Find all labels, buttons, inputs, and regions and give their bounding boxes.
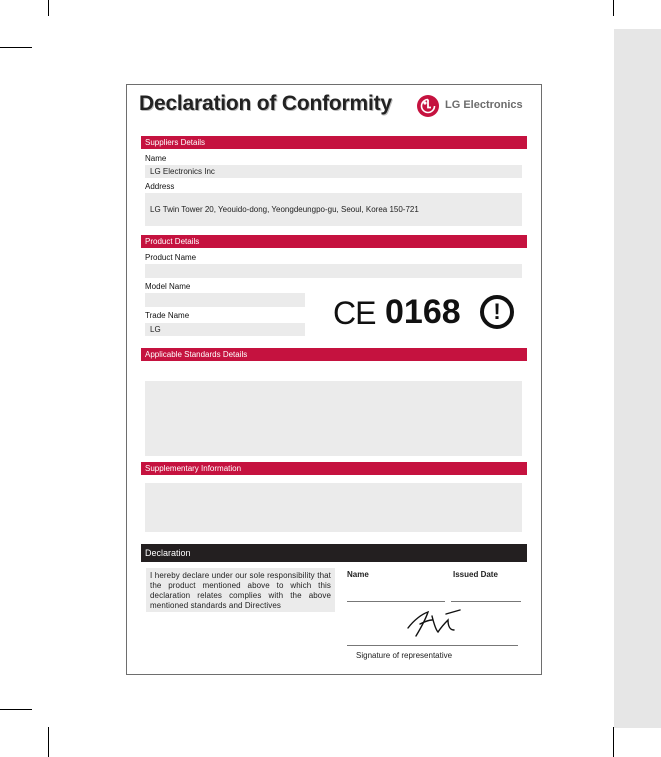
supplier-name-field: LG Electronics Inc [145, 165, 522, 178]
certification-mark [333, 294, 518, 332]
margin-strip [614, 29, 661, 728]
lg-logo-icon [417, 95, 439, 117]
crop-mark [0, 709, 32, 710]
crop-mark [48, 0, 49, 16]
issued-date-label: Issued Date [453, 570, 498, 579]
crop-mark [613, 727, 614, 757]
brand-name: LG Electronics [445, 99, 523, 111]
crop-mark [48, 727, 49, 757]
trade-name-label: Trade Name [145, 311, 190, 320]
alert-icon: ! [480, 295, 514, 329]
suppliers-section-header: Suppliers Details [141, 136, 527, 149]
product-name-label: Product Name [145, 253, 197, 262]
signature-line [347, 645, 518, 646]
model-name-label: Model Name [145, 282, 191, 291]
handwritten-signature [402, 606, 466, 642]
date-line [451, 601, 521, 602]
supplementary-section-header: Supplementary Information [141, 462, 527, 475]
standards-field [145, 381, 522, 456]
crop-mark [613, 0, 614, 16]
model-name-field [145, 293, 305, 307]
supplier-address-label: Address [145, 182, 175, 191]
declaration-section-header: Declaration [141, 544, 527, 562]
signer-name-label: Name [347, 570, 369, 579]
supplementary-field [145, 483, 522, 532]
crop-mark [0, 47, 32, 48]
standards-section-header: Applicable Standards Details [141, 348, 527, 361]
supplier-name-label: Name [145, 154, 167, 163]
signature-label: Signature of representative [356, 651, 453, 660]
document-title: Declaration of Conformity [139, 92, 392, 115]
ce-mark: CE [333, 295, 376, 331]
brand-logo [417, 95, 527, 119]
product-section-header: Product Details [141, 235, 527, 248]
product-name-field [145, 264, 522, 278]
trade-name-field: LG [145, 323, 305, 336]
supplier-address-field: LG Twin Tower 20, Yeouido-dong, Yeongdeungpo-gu, Seoul, Korea 150-721 [145, 193, 522, 226]
declaration-text: I hereby declare under our sole responsibility that the product mentioned above to which this declaration relates complies with the above mentioned standards and Directives [146, 568, 335, 612]
notified-body-number: 0168 [385, 293, 461, 331]
name-line [347, 601, 445, 602]
